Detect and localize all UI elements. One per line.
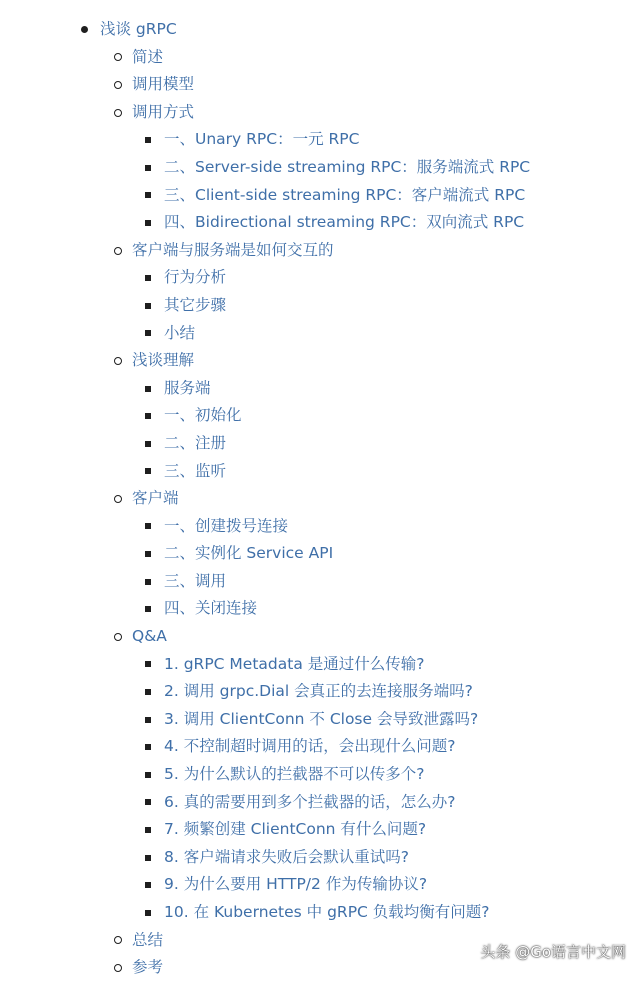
square-bullet-icon <box>145 855 151 861</box>
toc-subsection <box>0 458 530 486</box>
toc-section <box>0 485 530 623</box>
toc-subsection-link[interactable]: 服务端 <box>164 378 211 397</box>
toc-subsection-row <box>0 182 530 210</box>
square-bullet-icon <box>145 165 151 171</box>
toc-subsection-link[interactable]: 三、调用 <box>164 571 227 590</box>
toc-section-row <box>0 99 530 127</box>
toc-subsection-link[interactable]: 小结 <box>164 323 196 342</box>
toc-link-title[interactable]: 浅谈 gRPC <box>100 20 177 38</box>
toc-subsection-row <box>0 706 530 734</box>
toc-subsection-link[interactable]: 四、Bidirectional streaming RPC：双向流式 RPC <box>164 213 525 232</box>
toc-section-link[interactable]: 客户端 <box>132 489 179 508</box>
circle-bullet-icon <box>114 53 122 61</box>
toc-section-row <box>0 237 530 265</box>
toc-section <box>0 347 530 485</box>
toc-subsection-link[interactable]: 5. 为什么默认的拦截器不可以传多个? <box>164 765 425 784</box>
toc-section <box>0 71 530 99</box>
toc-list-level-3 <box>0 375 530 485</box>
toc-section-link[interactable]: 参考 <box>132 958 164 977</box>
toc-subsection <box>0 430 530 458</box>
toc-subsection-link[interactable]: 一、初始化 <box>164 406 242 425</box>
toc-subsection <box>0 789 530 817</box>
toc-subsection <box>0 651 530 679</box>
square-bullet-icon <box>145 744 151 750</box>
toc-section <box>0 99 530 237</box>
toc-subsection-row <box>0 899 530 927</box>
toc-subsection-row <box>0 126 530 154</box>
toc-list-level-3 <box>0 651 530 927</box>
toc-subsection-link[interactable]: 二、注册 <box>164 433 227 452</box>
toc-subsection-link[interactable]: 1. gRPC Metadata 是通过什么传输? <box>164 654 425 673</box>
toc-subsection <box>0 292 530 320</box>
toc-subsection-link[interactable]: 8. 客户端请求失败后会默认重试吗? <box>164 847 409 866</box>
square-bullet-icon <box>145 386 151 392</box>
toc-section <box>0 954 530 982</box>
square-bullet-icon <box>145 413 151 419</box>
toc-subsection-row <box>0 513 530 541</box>
toc-section <box>0 237 530 347</box>
disc-bullet-icon <box>81 26 88 33</box>
toc-subsection-row <box>0 844 530 872</box>
toc-section-link[interactable]: Q&A <box>132 627 167 646</box>
watermark-text: 头条 @Go语言中文网 <box>480 943 626 961</box>
toc-subsection-row <box>0 154 530 182</box>
toc-item-root <box>0 16 530 982</box>
circle-bullet-icon <box>114 247 122 255</box>
toc-list-level-3 <box>0 513 530 623</box>
toc-subsection-row <box>0 871 530 899</box>
square-bullet-icon <box>145 717 151 723</box>
toc-row-root <box>0 16 530 44</box>
circle-bullet-icon <box>114 81 122 89</box>
square-bullet-icon <box>145 689 151 695</box>
toc-list-level-1 <box>0 16 530 982</box>
toc-subsection-row <box>0 430 530 458</box>
toc-subsection-link[interactable]: 四、关闭连接 <box>164 599 258 618</box>
toc-section-row <box>0 623 530 651</box>
square-bullet-icon <box>145 661 151 667</box>
toc-subsection-link[interactable]: 6. 真的需要用到多个拦截器的话，怎么办? <box>164 792 456 811</box>
square-bullet-icon <box>145 303 151 309</box>
toc-section <box>0 623 530 927</box>
toc-subsection <box>0 844 530 872</box>
square-bullet-icon <box>145 579 151 585</box>
toc-subsection-link[interactable]: 二、Server-side streaming RPC：服务端流式 RPC <box>164 157 531 176</box>
toc-section-link[interactable]: 客户端与服务端是如何交互的 <box>132 240 334 259</box>
circle-bullet-icon <box>114 495 122 503</box>
toc-subsection <box>0 678 530 706</box>
square-bullet-icon <box>145 275 151 281</box>
square-bullet-icon <box>145 137 151 143</box>
square-bullet-icon <box>145 910 151 916</box>
square-bullet-icon <box>145 330 151 336</box>
circle-bullet-icon <box>114 936 122 944</box>
toc-subsection-link[interactable]: 3. 调用 ClientConn 不 Close 会导致泄露吗? <box>164 709 479 728</box>
toc-section <box>0 927 530 955</box>
toc-section-link[interactable]: 调用方式 <box>132 102 195 121</box>
toc-list-level-2 <box>0 44 530 982</box>
square-bullet-icon <box>145 192 151 198</box>
toc-subsection <box>0 761 530 789</box>
circle-bullet-icon <box>114 633 122 641</box>
square-bullet-icon <box>145 551 151 557</box>
circle-bullet-icon <box>114 964 122 972</box>
toc-subsection <box>0 126 530 154</box>
toc-subsection <box>0 154 530 182</box>
square-bullet-icon <box>145 799 151 805</box>
square-bullet-icon <box>145 220 151 226</box>
toc-section-link[interactable]: 简述 <box>132 47 164 66</box>
toc-subsection <box>0 320 530 348</box>
toc-subsection-row <box>0 568 530 596</box>
toc-subsection-link[interactable]: 4. 不控制超时调用的话，会出现什么问题? <box>164 737 456 756</box>
toc-subsection <box>0 182 530 210</box>
toc-section-link[interactable]: 总结 <box>132 930 164 949</box>
toc-section <box>0 44 530 72</box>
toc-subsection-row <box>0 458 530 486</box>
toc-section-row <box>0 44 530 72</box>
toc-subsection-link[interactable]: 一、Unary RPC：一元 RPC <box>164 130 360 149</box>
toc-subsection <box>0 402 530 430</box>
square-bullet-icon <box>145 827 151 833</box>
toc-subsection <box>0 264 530 292</box>
toc-subsection-link[interactable]: 二、实例化 Service API <box>164 544 334 563</box>
toc-section-row <box>0 71 530 99</box>
toc-subsection-row <box>0 375 530 403</box>
toc-subsection-link[interactable]: 一、创建拨号连接 <box>164 516 289 535</box>
toc-subsection <box>0 733 530 761</box>
toc-subsection-row <box>0 540 530 568</box>
toc-subsection-link[interactable]: 三、Client-side streaming RPC：客户端流式 RPC <box>164 185 526 204</box>
toc-subsection <box>0 375 530 403</box>
toc-subsection <box>0 899 530 927</box>
toc-subsection-row <box>0 678 530 706</box>
square-bullet-icon <box>145 772 151 778</box>
toc-section-link[interactable]: 调用模型 <box>132 75 195 94</box>
toc-subsection-link[interactable]: 其它步骤 <box>164 295 227 314</box>
toc-subsection-link[interactable]: 10. 在 Kubernetes 中 gRPC 负载均衡有问题? <box>164 903 490 921</box>
toc-list-level-3 <box>0 126 530 236</box>
circle-bullet-icon <box>114 357 122 365</box>
square-bullet-icon <box>145 606 151 612</box>
toc-subsection <box>0 595 530 623</box>
toc-subsection <box>0 209 530 237</box>
toc-subsection <box>0 540 530 568</box>
toc-subsection-link[interactable]: 三、监听 <box>164 461 227 480</box>
square-bullet-icon <box>145 523 151 529</box>
table-of-contents <box>0 16 530 982</box>
square-bullet-icon <box>145 882 151 888</box>
toc-subsection-row <box>0 595 530 623</box>
toc-subsection-row <box>0 209 530 237</box>
toc-subsection <box>0 513 530 541</box>
toc-section-row <box>0 927 530 955</box>
toc-section-row <box>0 954 530 982</box>
circle-bullet-icon <box>114 109 122 117</box>
square-bullet-icon <box>145 441 151 447</box>
toc-list-level-3 <box>0 264 530 347</box>
toc-subsection-row <box>0 320 530 348</box>
toc-subsection-row <box>0 651 530 679</box>
toc-section-link[interactable]: 浅谈理解 <box>132 351 195 370</box>
toc-subsection <box>0 871 530 899</box>
toc-subsection-row <box>0 264 530 292</box>
toc-subsection-row <box>0 402 530 430</box>
toc-subsection-row <box>0 816 530 844</box>
toc-subsection-link[interactable]: 行为分析 <box>164 268 227 287</box>
toc-subsection <box>0 568 530 596</box>
toc-subsection-row <box>0 292 530 320</box>
toc-subsection-link[interactable]: 7. 频繁创建 ClientConn 有什么问题? <box>164 820 427 839</box>
watermark <box>480 941 626 962</box>
toc-subsection-row <box>0 789 530 817</box>
toc-subsection-link[interactable]: 2. 调用 grpc.Dial 会真正的去连接服务端吗? <box>164 682 473 701</box>
toc-subsection <box>0 706 530 734</box>
toc-section-row <box>0 485 530 513</box>
toc-subsection-row <box>0 761 530 789</box>
toc-section-row <box>0 347 530 375</box>
square-bullet-icon <box>145 468 151 474</box>
toc-subsection-row <box>0 733 530 761</box>
toc-subsection-link[interactable]: 9. 为什么要用 HTTP/2 作为传输协议? <box>164 875 428 894</box>
toc-subsection <box>0 816 530 844</box>
